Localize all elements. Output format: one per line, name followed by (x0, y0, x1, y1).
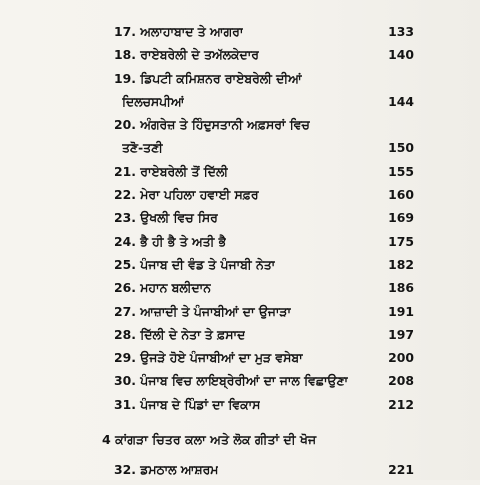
toc-entry-title: 29. ਉਜੜੇ ਹੋਏ ਪੰਜਾਬੀਆਂ ਦਾ ਮੁੜ ਵਸੇਬਾ (114, 350, 303, 366)
toc-entry-page: 155 (388, 163, 414, 179)
section-heading: 4 ਕਾਂਗੜਾ ਚਿਤਰ ਕਲਾ ਅਤੇ ਲੋਕ ਗੀਤਾਂ ਦੀ ਖੋਜ (102, 432, 317, 447)
toc-row-continuation (114, 94, 414, 117)
toc-entry-page: 208 (388, 373, 414, 389)
toc-entry-page: 221 (388, 462, 414, 477)
toc-entry-title: ਤਣੋ-ਤਣੀ (122, 140, 163, 156)
toc-entry-title: 32. ਡਮਠਾਲ ਆਸ਼ਰਮ (114, 462, 219, 477)
toc-entry-page: 186 (388, 280, 414, 296)
toc-entry-page: 150 (388, 140, 414, 156)
toc-entry-page: 133 (388, 24, 414, 39)
toc-row (114, 327, 414, 350)
toc-row (114, 350, 414, 373)
toc-entry-title: 21. ਰਾਏਬਰੇਲੀ ਤੋਂ ਦਿੱਲੀ (114, 163, 229, 179)
toc-entry-title: 27. ਆਜ਼ਾਦੀ ਤੇ ਪੰਜਾਬੀਆਂ ਦਾ ਉਜਾੜਾ (114, 303, 292, 319)
toc-row (114, 397, 414, 420)
toc-row (114, 24, 414, 47)
toc-entry-page: 140 (388, 47, 414, 63)
toc-entry-page: 191 (388, 303, 414, 319)
toc-entry-page: 200 (388, 350, 414, 366)
toc-entry-title: 30. ਪੰਜਾਬ ਵਿਚ ਲਾਇਬ੍ਰੇਰੀਆਂ ਦਾ ਜਾਲ ਵਿਛਾਉਣਾ (114, 373, 349, 389)
toc-entry-page: 212 (388, 396, 414, 412)
toc-row (114, 117, 414, 140)
toc-row (114, 234, 414, 257)
toc-entry-title: 23. ਉਖਲੀ ਵਿਚ ਸਿਰ (114, 210, 218, 226)
toc-entry-title: ਦਿਲਚਸਪੀਆਂ (122, 93, 185, 109)
toc-row (114, 373, 414, 396)
toc-entry-page: 160 (388, 187, 414, 203)
table-of-contents (114, 24, 414, 420)
toc-row-continuation (114, 140, 414, 163)
toc-row (114, 304, 414, 327)
toc-entry-title: 25. ਪੰਜਾਬ ਦੀ ਵੰਡ ਤੇ ਪੰਜਾਬੀ ਨੇਤਾ (114, 256, 276, 272)
toc-row (114, 187, 414, 210)
toc-row (114, 47, 414, 70)
toc-entry-title: 26. ਮਹਾਨ ਬਲੀਦਾਨ (114, 280, 211, 296)
toc-entry-title: 18. ਰਾਏਬਰੇਲੀ ਦੇ ਤਅੱਲਕੇਦਾਰ (114, 47, 259, 63)
toc-entry-page: 175 (388, 233, 414, 249)
toc-row (114, 280, 414, 303)
toc-row (114, 462, 414, 485)
toc-entry-page: 182 (388, 256, 414, 272)
toc-row (114, 164, 414, 187)
toc-entry-page: 169 (388, 210, 414, 226)
toc-entry-title: 28. ਦਿੱਲੀ ਦੇ ਨੇਤਾ ਤੇ ਫ਼ਸਾਦ (114, 326, 246, 342)
toc-entry-title: 31. ਪੰਜਾਬ ਦੇ ਪਿੰਡਾਂ ਦਾ ਵਿਕਾਸ (114, 396, 261, 412)
toc-entry-page: 144 (388, 93, 414, 109)
toc-entry-title: 17. ਅਲਾਹਾਬਾਦ ਤੇ ਆਗਰਾ (114, 24, 244, 39)
toc-row (114, 71, 414, 94)
toc-entry-title: 20. ਅੰਗਰੇਜ਼ ਤੇ ਹਿੰਦੁਸਤਾਨੀ ਅਫ਼ਸਰਾਂ ਵਿਚ (114, 117, 310, 133)
toc-row (114, 210, 414, 233)
toc-entry-title: 24. ਭੈ ਹੀ ਭੈ ਤੇ ਅਤੀ ਭੈ (114, 233, 227, 249)
toc-entry-title: 19. ਡਿਪਟੀ ਕਮਿਸ਼ਨਰ ਰਾਏਬਰੇਲੀ ਦੀਆਂ (114, 70, 302, 86)
toc-row (114, 257, 414, 280)
toc-entry-page: 197 (388, 326, 414, 342)
toc-entry-title: 22. ਮੇਰਾ ਪਹਿਲਾ ਹਵਾਈ ਸਫ਼ਰ (114, 187, 259, 203)
